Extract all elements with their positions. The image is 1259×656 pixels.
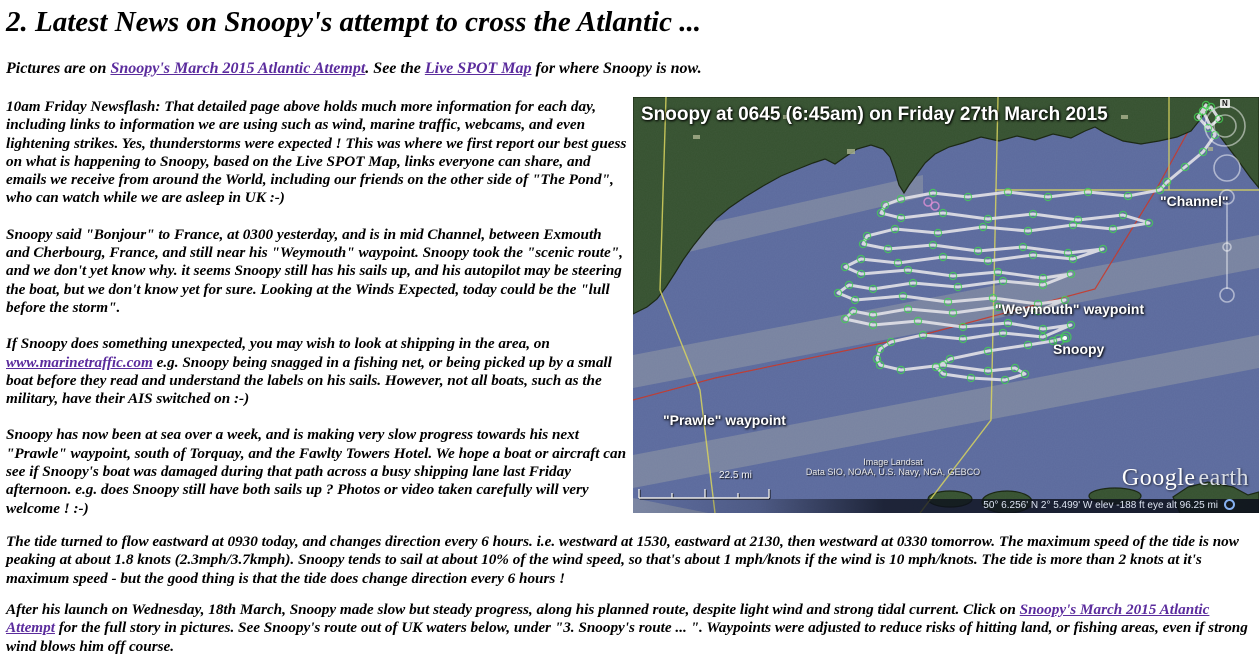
launch-text-after: for the full story in pictures. See Snoopy's route out of UK waters below, under "3. Snoopy's route ... ". Waypoints were adjusted to reduce risks of hitting land, or fishing areas, even if strong wind blows him off course. <box>6 619 1248 655</box>
map-label-channel: "Channel" <box>1160 193 1229 209</box>
status-bar <box>633 499 1259 513</box>
shipping-text-after: e.g. Snoopy being snagged in a fishing net, or being picked up by a small boat before they read and understand the labels on his sails. However, not all boats, such as the military, have their AIS switched on :-) <box>6 353 612 408</box>
atlantic-attempt-link[interactable]: Snoopy's March 2015 Atlantic Attempt <box>110 60 366 77</box>
tide-paragraph: The tide turned to flow eastward at 0930 today, and changes direction every 6 hours. i.e. westward at 1530, eastward at 2130, then westward at 0330 tomorrow. The maximum speed of the tide is now peaking at about 1.8 knots (2.3mph/3.7kmph). Snoopy tends to sail at about 10% of the wind speed, so that's about 1 mph/knots if the wind is 10 mph/knots. The tide is more than 2 knots at it's maximum speed - but the good thing is that the tide does change direction every 6 hours ! <box>6 533 1239 587</box>
marinetraffic-link[interactable]: www.marinetraffic.com <box>6 353 153 371</box>
page-title: 2. Latest News on Snoopy's attempt to cross the Atlantic ... <box>6 6 701 38</box>
shipping-text-before: If Snoopy does something unexpected, you may wish to look at shipping in the area, on <box>6 335 550 353</box>
progress-paragraph: Snoopy has now been at sea over a week, and is making very slow progress towards his next "Prawle" waypoint, south of Torquay, and the Fawlty Towers Hotel. We hope a boat or aircraft can see if Snoopy's boat was damaged during that path across a busy shipping lane last Friday afternoon. e.g. does Snoopy still have both sails up ? Photos or video taken carefully will very welcome ! :-) <box>6 426 627 517</box>
status-ring-icon <box>1224 499 1235 510</box>
shipping-paragraph <box>6 335 628 408</box>
map-label-weymouth-waypoint: "Weymouth" waypoint <box>995 301 1145 317</box>
attribution-line1: Image Landsat <box>863 457 923 467</box>
launch-text-before: After his launch on Wednesday, 18th March, Snoopy made slow but steady progress, along his planned route, despite light wind and strong tidal current. Click on <box>6 601 1020 619</box>
map-title: Snoopy at 0645 (6:45am) on Friday 27th March 2015 <box>641 104 1108 125</box>
intro-middle: . See the <box>365 60 425 77</box>
launch-atlantic-attempt-link[interactable]: Snoopy's March 2015 Atlantic Attempt <box>6 601 1210 637</box>
logo-earth-text: earth <box>1198 465 1249 491</box>
scale-label: 22.5 mi <box>719 470 752 481</box>
bonjour-paragraph: Snoopy said "Bonjour" to France, at 0300 yesterday, and is in mid Channel, between Exmouth and Cherbourg, France, and still near his "Weymouth" waypoint. Snoopy took the "scenic route", and we don't yet know why. it seems Snoopy still has his sails up, and his autopilot may be steering the boat, but we don't know yet for sure. Looking at the Winds Expected, today could be the "lull before the storm". <box>6 225 623 316</box>
attribution-line2: Data SIO, NOAA, U.S. Navy, NGA, GEBCO <box>805 467 981 477</box>
launch-paragraph <box>6 601 1253 656</box>
google-earth-logo <box>1122 465 1249 492</box>
map-attribution <box>803 457 983 477</box>
live-spot-map-link[interactable]: Live SPOT Map <box>424 60 532 77</box>
news-column <box>6 98 628 536</box>
north-icon: N <box>1222 99 1228 108</box>
texture-overlay <box>633 97 1259 513</box>
map-label-snoopy: Snoopy <box>1053 341 1105 357</box>
newsflash-paragraph: 10am Friday Newsflash: That detailed page above holds much more information for each day, including links to information we are using such as wind, marine traffic, webcams, and even lightening strikes. Yes, thunderstorms were expected ! This was where we first report our best guess on what is happening to Snoopy, based on the Live SPOT Map, links everyone can share, and emails we receive from around the World, including our friends on the other side of "The Pond", who can watch while we are asleep in UK :-) <box>6 98 627 207</box>
map-label-prawle-waypoint: "Prawle" waypoint <box>663 412 786 428</box>
coordinates-text: 50° 6.256' N 2° 5.499' W elev -188 ft eye alt 96.25 mi <box>983 500 1218 511</box>
logo-google-text: Google <box>1121 465 1196 491</box>
map-screenshot <box>633 97 1259 513</box>
intro-suffix: for where Snoopy is now. <box>531 60 702 77</box>
intro-line <box>6 60 702 78</box>
intro-prefix: Pictures are on <box>6 60 111 77</box>
